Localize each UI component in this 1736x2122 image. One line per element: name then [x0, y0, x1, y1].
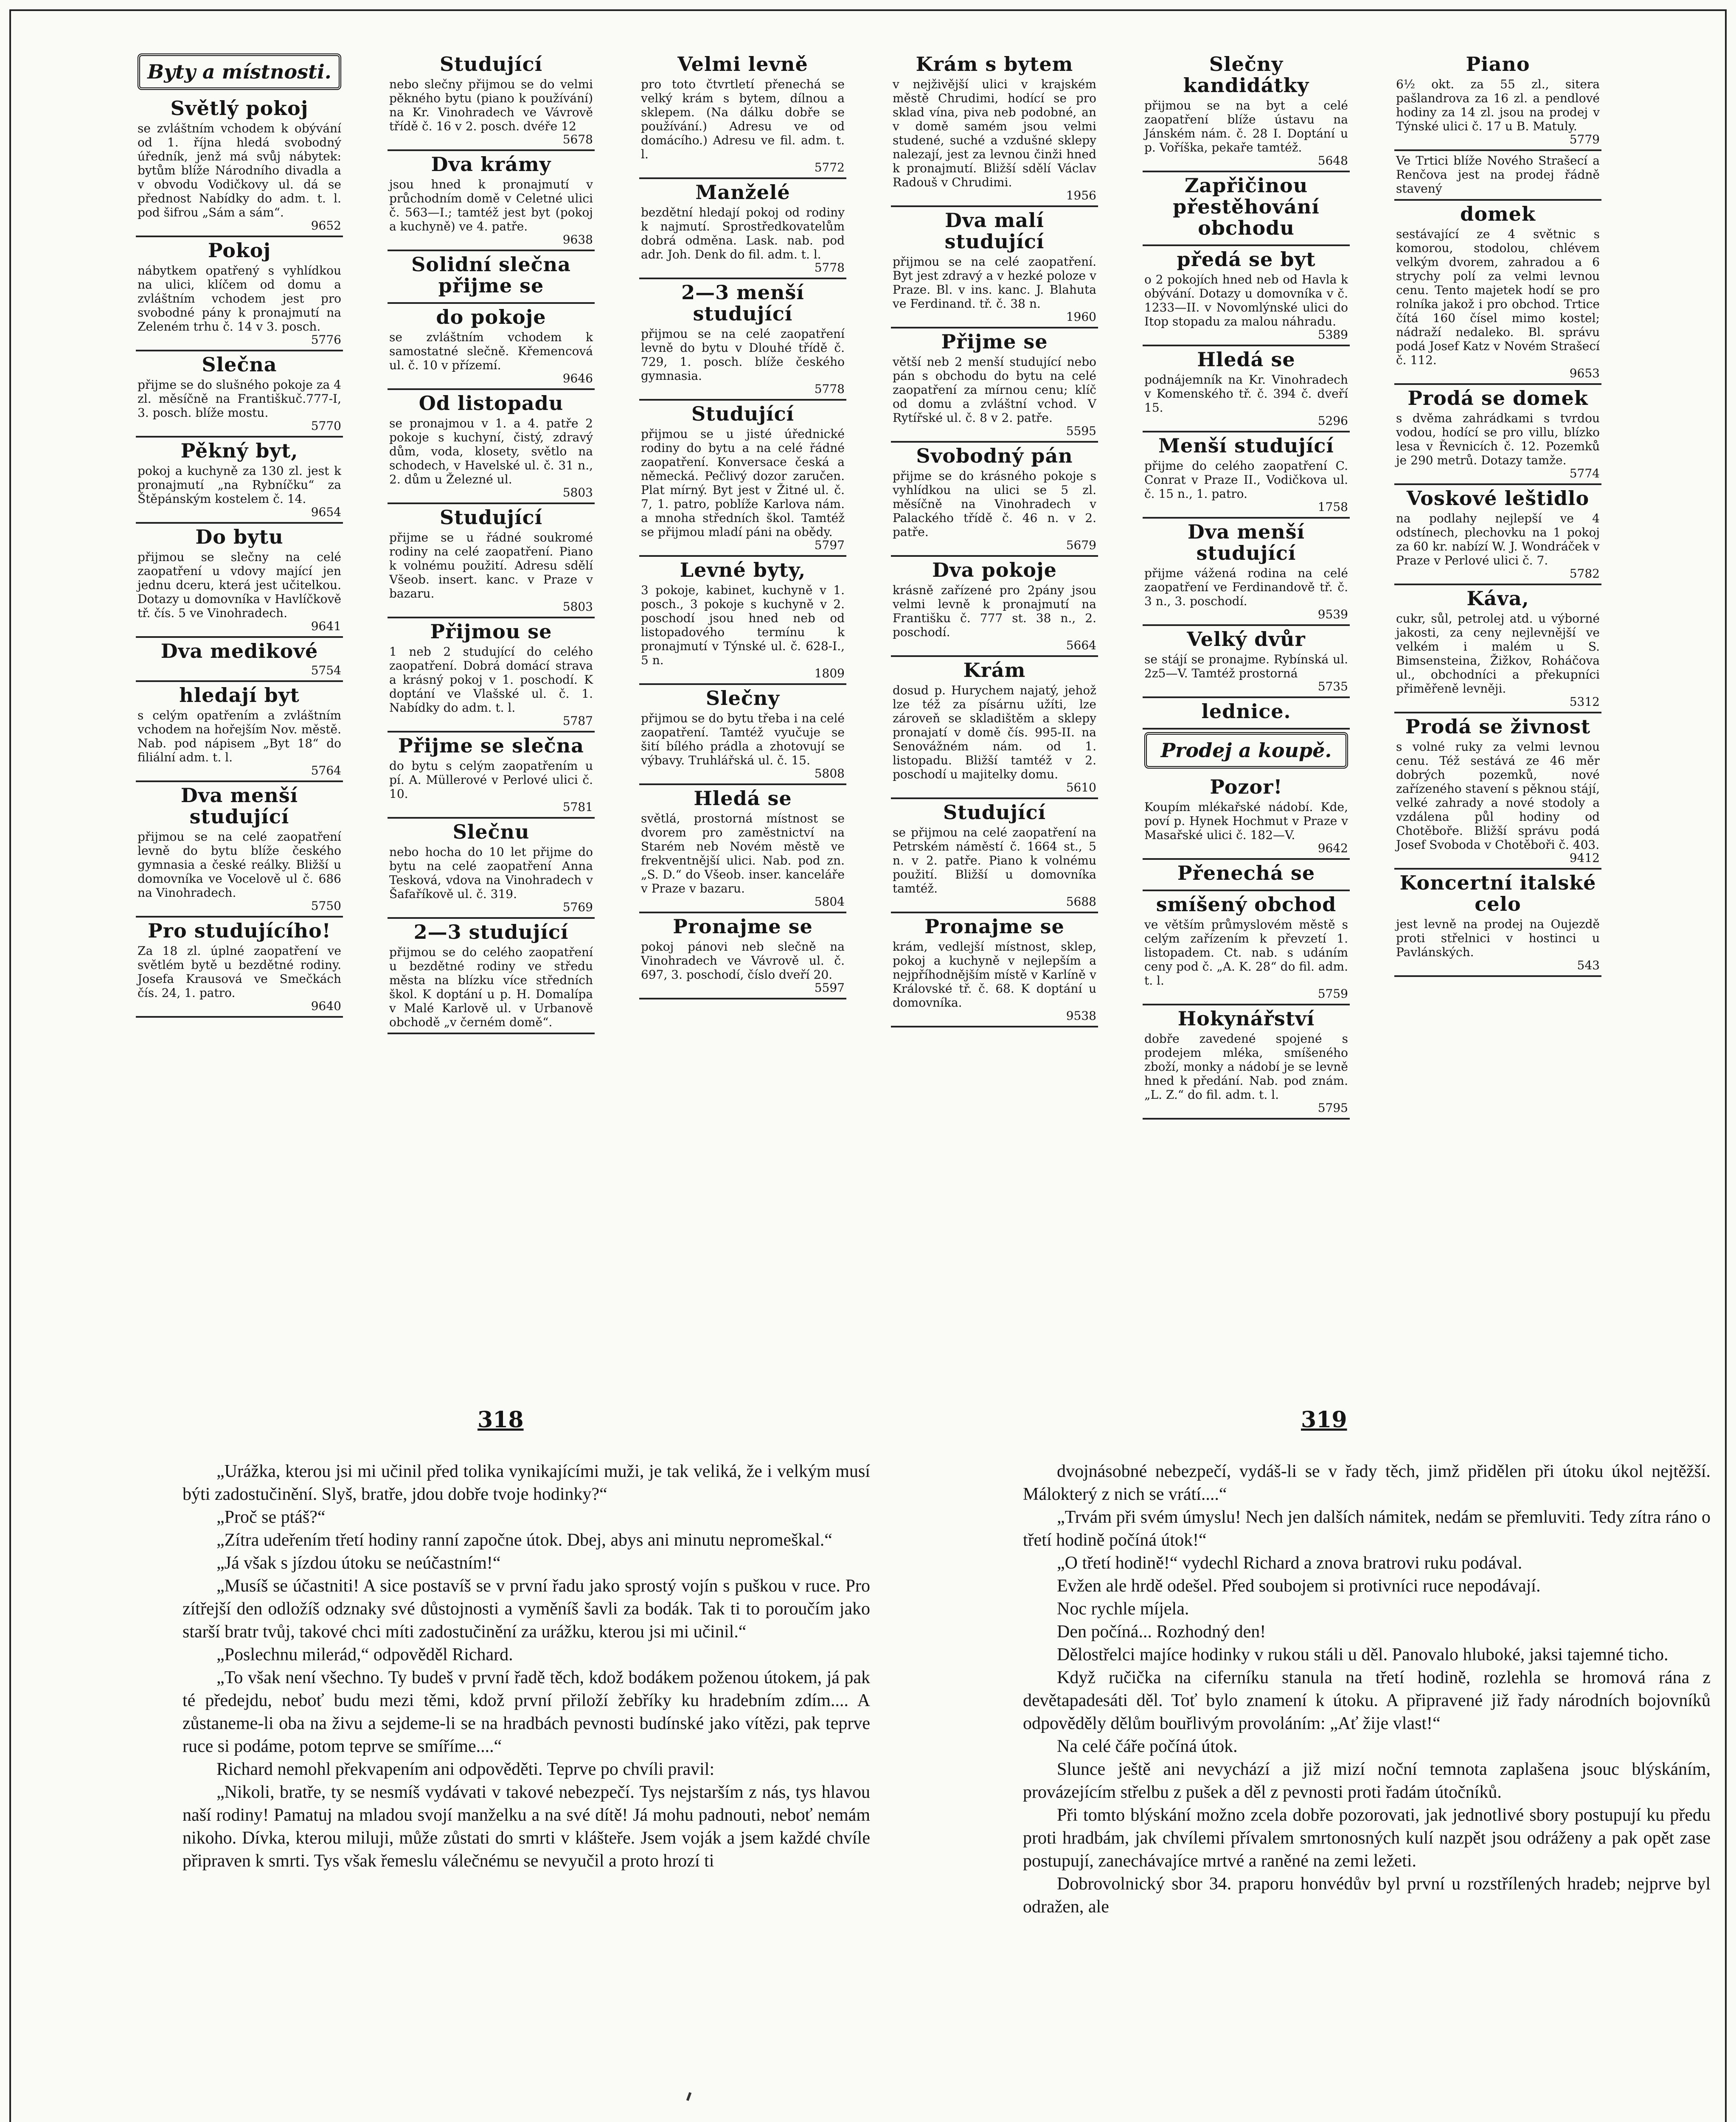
ad-title: Studující: [691, 402, 795, 425]
ad-text: 3 pokoje, kabinet, kuchyně v 1. posch., 3 pokoje s kuchyně v 2. poschodí jsou hned neb od listopadového termínu k pronajmutí v Týnské ul. č. 628-I., 5 n.: [641, 583, 845, 667]
classified-ad: [1143, 519, 1350, 626]
ad-text: jest levně na prodej na Oujezdě proti střelnici v hostinci u Pavlánských.: [1396, 917, 1600, 959]
classified-ad: [1394, 51, 1601, 151]
ad-title: Do bytu: [195, 525, 284, 548]
classified-ad: [1143, 246, 1350, 346]
classified-ad: [136, 524, 343, 638]
classified-ad: [639, 51, 846, 179]
ad-column: [1143, 51, 1350, 1231]
classified-ad: [136, 782, 343, 918]
ad-title: 2—3 menší studující: [681, 281, 804, 325]
ad-title: Velmi levně: [677, 53, 808, 76]
section-header: Prodej a koupě.: [1144, 732, 1348, 769]
ad-text: přijmou se u jisté úřednické rodiny do bytu a na celé řádné zaopatření. Konversace česká a německá. Pečlivý dozor zaručen. Plat mírný. Byt jest v Žitné ul. č. 7, 1. patro, poblíže Karlova nám. a mnoha středních škol. Tamtéž se přijmou mladí páni na obědy.: [641, 427, 845, 539]
classified-ad: [639, 179, 846, 279]
ad-title: Světlý pokoj: [170, 97, 309, 120]
paragraph: „O třetí hodině!“ vydechl Richard a znova bratrovi ruku podával.: [1057, 1553, 1523, 1573]
ad-text: nebo hocha do 10 let přijme do bytu na celé zaopatření Anna Tesková, vdova na Vinohradech v Šafaříkově ul. č. 319.: [389, 845, 593, 901]
ad-text: o 2 pokojích hned neb od Havla k obývání. Dotazy u domovníka v č. 1233—II. v Novomlýnské ulici do Itop stopadu za malou náhradu.: [1144, 272, 1348, 328]
ad-number: 5597: [814, 981, 845, 995]
ad-title: Zapřičinou přestěhování obchodu: [1173, 174, 1320, 239]
ad-title: Pronajme se: [673, 915, 813, 938]
ink-mark: [686, 2092, 691, 2101]
classified-ad: [1394, 585, 1601, 713]
paragraph: „Urážka, kterou jsi mi učinil před tolika vynikajícími muži, je tak veliká, že i velkým musí býti zadostučinění. Slyš, bratře, jdou dobře tvoje hodinky?“: [183, 1462, 870, 1504]
classified-ad: [388, 390, 595, 504]
classified-ad: [1143, 860, 1350, 891]
ad-text: s celým opatřením a zvláštním vchodem na hořejším Nov. městě. Nab. pod nápisem „Byt 18“ do filiální adm. t. l.: [138, 708, 341, 764]
ad-title: do pokoje: [436, 306, 546, 328]
ad-number: 5648: [1317, 154, 1348, 168]
ad-text: přijme vážená rodina na celé zaopatření ve Ferdinandově tř. č. 3 n., 3. poschodí.: [1144, 566, 1348, 608]
ad-title: Levné byty,: [680, 559, 806, 581]
ad-number: 5803: [562, 486, 593, 500]
ad-number: 9538: [1066, 1009, 1096, 1023]
ad-number: 1809: [814, 666, 845, 680]
ad-number: 543: [1577, 958, 1600, 972]
ad-number: 5679: [1066, 538, 1096, 552]
ad-text: bezdětní hledají pokoj od rodiny k najmutí. Sprostředkovatelům dobrá odměna. Lask. nab. pod adr. Joh. Denk do fil. adm. t. l.: [641, 205, 845, 261]
paragraph: Evžen ale hrdě odešel. Před soubojem si protivníci ruce nepodávají.: [1057, 1576, 1541, 1596]
ad-number: 5688: [1066, 895, 1096, 909]
classified-ad: [639, 279, 846, 401]
ad-text: přijmou se na celé zaopatření levně do bytu v Dlouhé třídě č. 729, 1. posch. blíže českého gymnasia.: [641, 327, 845, 383]
paragraph: Den počíná... Rozhodný den!: [1057, 1622, 1266, 1642]
ad-text: přijmou se na byt a celé zaopatření blíže ústavu na Jánském nám. č. 28 I. Doptání u p. Voříška, pekaře tamtéž.: [1144, 98, 1348, 154]
classified-ad: [1143, 626, 1350, 698]
ad-title: Dva krámy: [431, 153, 551, 176]
ad-title: Svobodný pán: [916, 444, 1073, 467]
classified-ads-section: [136, 51, 1638, 1231]
ad-text: s volné ruky za velmi levnou cenu. Též sestává ze 46 měr dobrých pozemků, nové zařízeného stavení s pěknou stájí, velké zahrady a nové stodoly a vzdálena půl hodiny od Chotěboře. Bližší správu podá Josef Svoboda v Chotěboři č. 403.: [1396, 740, 1600, 852]
classified-ad: [136, 638, 343, 682]
classified-ad: [639, 785, 846, 913]
paragraph: Při tomto blýskání možno zcela dobře pozorovati, jak jednotlivé sbory postupují ku předu proti hradbám, jak chvílemi přívalem smrtonosných kulí nazpět jsou odráženy a pak opět zase postupují, zanechávajíce mrtvé a raněné na zemi ležeti.: [1023, 1805, 1711, 1871]
ad-number: 5778: [814, 261, 845, 275]
ad-number: 5779: [1569, 132, 1600, 146]
ad-text: krám, vedlejší místnost, sklep, pokoj a kuchyně v nejlepším a nejpříhodnějším místě v Karlíně v Královské tř. č. 68. K doptání u domovníka.: [893, 940, 1096, 1010]
ad-title: Piano: [1466, 53, 1530, 76]
classified-ad: [1143, 891, 1350, 1005]
ad-number: 1956: [1066, 188, 1096, 202]
classified-ad: [891, 799, 1098, 913]
classified-ad: [388, 51, 595, 151]
ad-number: 5774: [1569, 466, 1600, 480]
right-page-text: [1023, 1460, 1711, 1918]
classified-ad: [1394, 151, 1601, 201]
ad-text: cukr, sůl, petrolej atd. u výborné jakosti, za ceny nejlevnější ve velkém i malém u S. Bimsensteina, Žižkov, Roháčova ul., obchodníci a překupníci přiměřeně levněji.: [1396, 612, 1600, 696]
ad-text: přijmou se na celé zaopatření levně do bytu blíže českého gymnasia a české reálky. Bližší u domovníka ve Vocelově ul č. 686 na Vinohradech.: [138, 830, 341, 900]
ad-text: 6½ okt. za 55 zl., sitera pašlandrova za 16 zl. a pendlové hodiny za 14 zl. jsou na prodej v Týnské ulici č. 17 u B. Matuly.: [1396, 77, 1600, 133]
classified-ad: [639, 401, 846, 557]
classified-ad: [1143, 698, 1350, 730]
ad-title: Prodá se živnost: [1405, 715, 1591, 738]
ad-title: Velký dvůr: [1187, 628, 1306, 651]
ad-title: Dva malí studující: [944, 209, 1045, 253]
ad-column: [1394, 51, 1601, 1231]
ad-title: Solidní slečna přijme se: [411, 253, 571, 297]
classified-ad: [1394, 870, 1601, 977]
classified-ad: [136, 351, 343, 438]
classified-ad: [388, 919, 595, 1034]
paragraph: „Poslechnu milerád,“ odpověděl Richard.: [216, 1645, 513, 1664]
ad-text: na podlahy nejlepší ve 4 odstínech, plechovku na 1 pokoj za 60 kr. nabízí W. J. Wondráček v Praze v Perlové ulici č. 7.: [1396, 511, 1600, 567]
ad-number: 5803: [562, 600, 593, 614]
paragraph: Richard nemohl překvapením ani odpověděti. Teprve po chvíli pravil:: [216, 1760, 715, 1779]
ad-title: předá se byt: [1177, 248, 1316, 271]
ad-title: Přijmou se: [430, 620, 552, 643]
ad-number: 9653: [1569, 366, 1600, 380]
classified-ad: [1394, 713, 1601, 870]
ad-number: 5782: [1569, 567, 1600, 581]
ad-text: dobře zavedené spojené s prodejem mléka, smíšeného zboží, monky a nádobí je se levně hned k předání. Nab. pod znám. „L. Z.“ do fil. adm. t. l.: [1144, 1032, 1348, 1102]
ad-number: 9638: [562, 233, 593, 247]
ad-number: 5778: [814, 382, 845, 396]
ad-number: 9641: [311, 619, 341, 633]
ad-text: v nejživější ulici v krajském městě Chrudimi, hodící se pro sklad vína, piva neb podobné, an v domě samém jsou velmi studené, suché a vzdušné sklepy nalezají, jest za levnou činži hned k pronajmutí. Bližší sdělí Václav Radouš v Chrudimi.: [893, 77, 1096, 189]
ad-number: 5735: [1317, 679, 1348, 693]
classified-ad: [388, 504, 595, 618]
classified-ad: [136, 237, 343, 351]
classified-ad: [1394, 201, 1601, 385]
classified-ad: [136, 438, 343, 524]
ad-column: [388, 51, 595, 1231]
paragraph: „Musíš se účastniti! A sice postavíš se v první řadu jako sprostý vojín s puškou v ruce. Pro zítřejší den odložíš odznaky své důstojnosti a vyměníš šavli za bodák. Tak ti to poroučím jako starší bratr tvůj, takové chci míti zadostučinění za urážku, kterou jsi mi učinil.“: [183, 1576, 870, 1642]
ad-column: [639, 51, 846, 1231]
ad-title: Káva,: [1466, 587, 1529, 610]
ad-title: hledají byt: [179, 684, 300, 707]
ad-title: Hledá se: [694, 787, 792, 810]
classified-ad: [639, 557, 846, 685]
ad-text: přijme se u řádné soukromé rodiny na celé zaopatření. Piano k volnému použití. Adresu sdělí Všeob. insert. kanc. v Praze v bazaru.: [389, 530, 593, 601]
ad-number: 5610: [1066, 780, 1096, 794]
classified-ad: [891, 913, 1098, 1027]
ad-title: Hledá se: [1197, 348, 1295, 371]
classified-ad: [1143, 1005, 1350, 1120]
classified-ad: [1143, 432, 1350, 519]
ad-number: 5772: [814, 160, 845, 174]
ad-text: se přijmou na celé zaopatření na Petrském náměstí č. 1664 st., 5 n. v 2. patře. Piano k volnému použití. Bližší u domovníka tamtéž.: [893, 825, 1096, 895]
ad-title: Pokoj: [208, 239, 271, 262]
classified-ad: [136, 682, 343, 782]
ad-number: 5595: [1066, 424, 1096, 438]
classified-ad: [1143, 172, 1350, 246]
paragraph: Slunce ještě ani nevychází a již mizí noční temnota zaplašena jsouc blýskáním, provázejícím střelbu z pušek a děl z pevnosti proti řadám útočníků.: [1023, 1760, 1711, 1802]
ad-number: 5759: [1317, 987, 1348, 1001]
ad-text: světlá, prostorná místnost se dvorem pro zaměstnictví na Starém neb Novém městě ve frekventnější ulici. Nab. pod zn. „S. D.“ do Všeob. inser. kanceláře v Praze v bazaru.: [641, 811, 845, 895]
ad-number: 1960: [1066, 310, 1096, 324]
ad-title: 2—3 studující: [413, 921, 569, 943]
ad-title: Dva medikové: [160, 640, 318, 662]
ad-text: nábytkem opatřený s vyhlídkou na ulici, klíčem od domu a zvláštním vchodem jest pro svobodné pány k pronajmutí na Zeleném trhu č. 14 v 3. posch.: [138, 264, 341, 334]
ad-number: 5312: [1569, 695, 1600, 709]
ad-title: Slečny kandidátky: [1183, 53, 1309, 97]
ad-number: 5795: [1317, 1101, 1348, 1115]
ad-text: sestávající ze 4 světnic s komorou, stodolou, chlévem velkým dvorem, zahradou a 6 strychy polí za velmi levnou cenu. Tento majetek hodí se pro rolníka jakož i pro obchod. Trtice čítá 160 čísel mimo kostel; nádraží nedaleko. Bl. správu podá Josef Katz v Novém Strašecí č. 112.: [1396, 227, 1600, 367]
ad-number: 5808: [814, 766, 845, 780]
ad-number: 9539: [1317, 607, 1348, 621]
classified-ad: [891, 657, 1098, 799]
ad-title: domek: [1460, 202, 1536, 225]
ad-title: Pozor!: [1210, 775, 1283, 798]
ad-number: 5776: [311, 333, 341, 347]
ad-title: Od listopadu: [419, 392, 564, 415]
ad-number: 5769: [562, 900, 593, 914]
ad-title: Hokynářství: [1177, 1007, 1315, 1030]
ad-text: podnájemník na Kr. Vinohradech v Komenského tř. č. 394 č. dveří 15.: [1144, 373, 1348, 415]
classified-ad: [1394, 385, 1601, 485]
ad-number: 9652: [311, 219, 341, 233]
paragraph: Dělostřelci majíce hodinky v rukou stáli u děl. Panovalo hluboké, jaksi tajemné ticho.: [1057, 1645, 1669, 1664]
ad-text: se pronajmou v 1. a 4. patře 2 pokoje s kuchyní, čistý, zdravý dům, voda, klosety, světlo na schodech, v Havelské ul. č. 31 n., 2. dům u Železné ul.: [389, 416, 593, 486]
classified-ad: [136, 918, 343, 1018]
ad-title: Přijme se slečna: [398, 734, 584, 757]
ad-number: 1758: [1317, 500, 1348, 514]
ad-number: 5770: [311, 419, 341, 433]
paragraph: Dobrovolnický sbor 34. praporu honvédův byl první u rozstřílených hradeb; nejprve byl odražen, ale: [1023, 1874, 1711, 1917]
ad-text: ve větším průmyslovém městě s celým zařízením k převzetí 1. listopadem. Ct. nab. s udáním ceny pod č. „A. K. 28“ do fil. adm. t. l.: [1144, 918, 1348, 988]
classified-ad: [388, 618, 595, 733]
ad-title: Krám: [963, 659, 1026, 682]
classified-ad: [639, 685, 846, 785]
ad-number: 9654: [311, 505, 341, 519]
classified-ad: [388, 151, 595, 251]
ad-text: přijme se do krásného pokoje s vyhlídkou na ulici se 5 zl. měsíčně na Vinohradech v Palackého třídě č. 46 n. v 2. patře.: [893, 469, 1096, 539]
ad-number: 9642: [1317, 841, 1348, 855]
classified-ad: [891, 51, 1098, 207]
ad-number: 5754: [311, 663, 341, 677]
paragraph: Na celé čáře počíná útok.: [1057, 1737, 1238, 1756]
paragraph: „Nikoli, bratře, ty se nesmíš vydávati v takové nebezpečí. Tys nejstarším z nás, tys hlavou naší rodiny! Pamatuj na mladou svojí manželku a na své dítě! Já mohu padnouti, neboť nemám nikoho. Dívka, kterou miluji, může zůstati do smrti v klášteře. Jsem voják a jsem každé chvíle připraven k smrti. Tys však řemeslu válečnému se nevyučil a proto hrozí ti: [183, 1782, 870, 1871]
ad-title: lednice.: [1201, 700, 1291, 723]
section-header: Byty a místnosti.: [138, 53, 341, 90]
classified-ad: [891, 443, 1098, 557]
ad-text: 1 neb 2 studující do celého zaopatření. Dobrá domácí strava a krásný pokoj v 1. poschodí. K doptání ve Vlašské ul. č. 1. Nabídky do adm. t. l.: [389, 645, 593, 715]
ad-title: Slečnu: [452, 820, 530, 843]
right-page-number: 319: [1301, 1407, 1347, 1433]
classified-ad: [136, 95, 343, 237]
ad-title: Studující: [439, 506, 543, 529]
ad-title: Studující: [439, 53, 543, 76]
ad-title: smíšený obchod: [1156, 893, 1337, 916]
classified-ad: [1143, 51, 1350, 172]
ad-title: Slečna: [202, 353, 277, 376]
paragraph: „Já však s jízdou útoku se neúčastním!“: [216, 1553, 501, 1573]
ad-number: 5678: [562, 132, 593, 146]
ad-number: 9646: [562, 371, 593, 385]
left-page-text: [183, 1460, 870, 1872]
ad-title: Přenechá se: [1177, 862, 1315, 884]
ad-title: Dva pokoje: [932, 559, 1057, 581]
left-page-number: 318: [478, 1407, 524, 1433]
ad-column: [891, 51, 1098, 1231]
classified-ad: [1143, 774, 1350, 860]
ad-text: pro toto čtvrtletí přenechá se velký krám s bytem, dílnou a sklepem. (Na dálku dobře se používání.) Adresu ve od domácího.) Adresu ve fil. adm. t. l.: [641, 77, 845, 161]
ad-title: Studující: [943, 801, 1046, 824]
ad-text: krásně zařízené pro 2pány jsou velmi levně k pronajmutí na Františku č. 777 st. 38 n., 2. poschodí.: [893, 583, 1096, 639]
ad-title: Pronajme se: [924, 915, 1065, 938]
ad-text: přijmou se na celé zaopatření. Byt jest zdravý a v hezké poloze v Praze. Bl. v ins. kanc. J. Blahuta ve Ferdinand. tř. č. 38 n.: [893, 255, 1096, 311]
ad-text: přijme do celého zaopatření C. Conrat v Praze II., Vodičkova ul. č. 15 n., 1. patro.: [1144, 459, 1348, 501]
ad-number: 5781: [562, 800, 593, 814]
ad-text: pokoj pánovi neb slečně na Vinohradech ve Vávrově ul. č. 697, 3. poschodí, číslo dveří 20.: [641, 940, 845, 982]
ad-text: přijmou se do bytu třeba i na celé zaopatření. Tamtéž vyučuje se šití bílého prádla a zhotovují se výbavy. Truhlářská ul. č. 15.: [641, 711, 845, 767]
ad-number: 5764: [311, 763, 341, 778]
ad-title: Prodá se domek: [1407, 387, 1588, 410]
classified-ad: [1143, 346, 1350, 432]
ad-text: s dvěma zahrádkami s tvrdou vodou, hodící se pro villu, blízko lesa v Řevnicích č. 12. Pozemků je 290 metrů. Dotazy tamže.: [1396, 411, 1600, 467]
ad-title: Voskové leštidlo: [1406, 487, 1590, 510]
ad-text: se zvláštním vchodem k obývání od 1. října hledá svobodný úředník, jenž má svůj nábytek: bytům blíže Národního divadla a v obvodu Vodičkovy ul. dá se přednost Nabídky do adm. t. l. pod šifrou „Sám a sám“.: [138, 121, 341, 219]
paragraph: „To však není všechno. Ty budeš v první řadě těch, kdož bodákem poženou útokem, já pak té předejdu, neboť budu mezi těmi, kdož první přiloží žebříky ku hradebním zdím.... A zůstaneme-li oba na živu a sejdeme-li se na hradbách pevnosti budínské jako vítězi, pak teprve ruce si podáme, potom teprve se smíříme....“: [183, 1668, 870, 1756]
ad-number: 5296: [1317, 414, 1348, 428]
ad-title: Koncertní italské celo: [1399, 871, 1596, 915]
ad-text: dosud p. Hurychem najatý, jehož lze též za písárnu užíti, lze zároveň se skladištěm a sklepy pronajatí v domě čís. 995-II. na Senovážném nám. od 1. listopadu. Bližší tamtéž v 2. poschodí u majitelky domu.: [893, 683, 1096, 781]
paragraph: dvojnásobné nebezpečí, vydáš-li se v řady těch, jimž přidělen při útoku úkol nejtěžší. Málokterý z nich se vrátí....“: [1023, 1462, 1711, 1504]
ad-text: přijmou se do celého zaopatření u bezdětné rodiny ve středu města na blízku více středních škol. K doptání u p. H. Domalípa v Malé Karlově ul. v Urbanově obchodě „v černém domě“.: [389, 945, 593, 1029]
paragraph: Když ručička na ciferníku stanula na třetí hodině, rozlehla se hromová rána z devětapadesáti děl. Toť bylo znamení k útoku. A připravené již řady národních bojovníků odpověděly dělům bouřlivým provoláním: „Ať žije vlast!“: [1023, 1668, 1711, 1733]
ad-title: Slečny: [705, 687, 780, 710]
ad-title: Dva menší studující: [180, 784, 298, 828]
classified-ad: [891, 207, 1098, 328]
classified-ad: [1394, 485, 1601, 585]
classified-ad: [388, 251, 595, 304]
ad-text: nebo slečny přijmou se do velmi pěkného bytu (piano k používání) na Kr. Vinohradech ve Vávrově třídě č. 16 v 2. posch. dvéře 12: [389, 77, 593, 133]
ad-title: Menší studující: [1158, 434, 1334, 457]
paragraph: Noc rychle míjela.: [1057, 1599, 1189, 1619]
ad-title: Krám s bytem: [916, 53, 1073, 76]
classified-ad: [388, 304, 595, 390]
ad-column: [136, 51, 343, 1231]
ad-text: pokoj a kuchyně za 130 zl. jest k pronajmutí „na Rybníčku“ za Štěpánským kostelem č. 14.: [138, 464, 341, 506]
ad-text: Ve Trtici blíže Nového Strašecí a Renčova jest na prodej řádně stavený: [1396, 154, 1600, 196]
ad-text: přijmou se slečny na celé zaopatření u vdovy mající jen jednu dceru, která jest učitelkou. Dotazy u domovníka v Havlíčkově tř. čís. 5 ve Vinohradech.: [138, 550, 341, 620]
classified-ad: [388, 819, 595, 919]
ad-number: 5664: [1066, 638, 1096, 652]
ad-number: 9640: [311, 999, 341, 1013]
classified-ad: [639, 913, 846, 999]
ad-text: Koupím mlékařské nádobí. Kde, poví p. Hynek Hochmut v Praze v Masařské ulici č. 182—V.: [1144, 800, 1348, 842]
ad-text: se stájí se pronajme. Rybínská ul. 2z5—V. Tamtéž prostorná: [1144, 652, 1348, 680]
classified-ad: [891, 557, 1098, 657]
paragraph: „Trvám při svém úmyslu! Nech jen dalších námitek, nedám se přemluviti. Tedy zítra ráno o třetí hodině počíná útok!“: [1023, 1507, 1711, 1550]
ad-title: Manželé: [695, 181, 790, 204]
ad-text: větší neb 2 menší studující nebo pán s obchodu do bytu na celé zaopatření za mírnou cenu; klíč od domu a zvláštní vchod. V Rytířské ul. č. 8 v 2. patře.: [893, 355, 1096, 425]
ad-text: se zvláštním vchodem k samostatné slečně. Křemencová ul. č. 10 v přízemí.: [389, 330, 593, 372]
ad-number: 5797: [814, 538, 845, 552]
classified-ad: [891, 328, 1098, 443]
ad-text: do bytu s celým zaopatřením u pí. A. Müllerové v Perlové ulici č. 10.: [389, 759, 593, 801]
ad-text: Za 18 zl. úplné zaopatření ve světlém bytě u bezdětné rodiny. Josefa Krausová ve Smečkách čís. 24, 1. patro.: [138, 944, 341, 1000]
ad-number: 5804: [814, 895, 845, 909]
paragraph: „Zítra udeřením třetí hodiny ranní započne útok. Dbej, abys ani minutu nepromeškal.“: [216, 1530, 832, 1550]
ad-number: 9412: [1569, 851, 1600, 865]
ad-title: Pěkný byt,: [180, 439, 298, 462]
ad-text: přijme se do slušného pokoje za 4 zl. měsíčně na Františkuč.777-I, 3. posch. blíže mostu.: [138, 378, 341, 420]
ad-number: 5389: [1317, 328, 1348, 342]
ad-title: Přijme se: [941, 330, 1048, 353]
ad-number: 5787: [562, 714, 593, 728]
ad-title: Dva menší studující: [1187, 520, 1305, 564]
ad-text: jsou hned k pronajmutí v průchodním domě v Celetné ulici č. 563—I.; tamtéž jest byt (pokoj a kuchyně) ve 4. patře.: [389, 177, 593, 233]
paragraph: „Proč se ptáš?“: [216, 1507, 326, 1527]
ad-title: Pro studujícího!: [148, 919, 331, 942]
ad-number: 5750: [311, 899, 341, 913]
classified-ad: [388, 733, 595, 819]
